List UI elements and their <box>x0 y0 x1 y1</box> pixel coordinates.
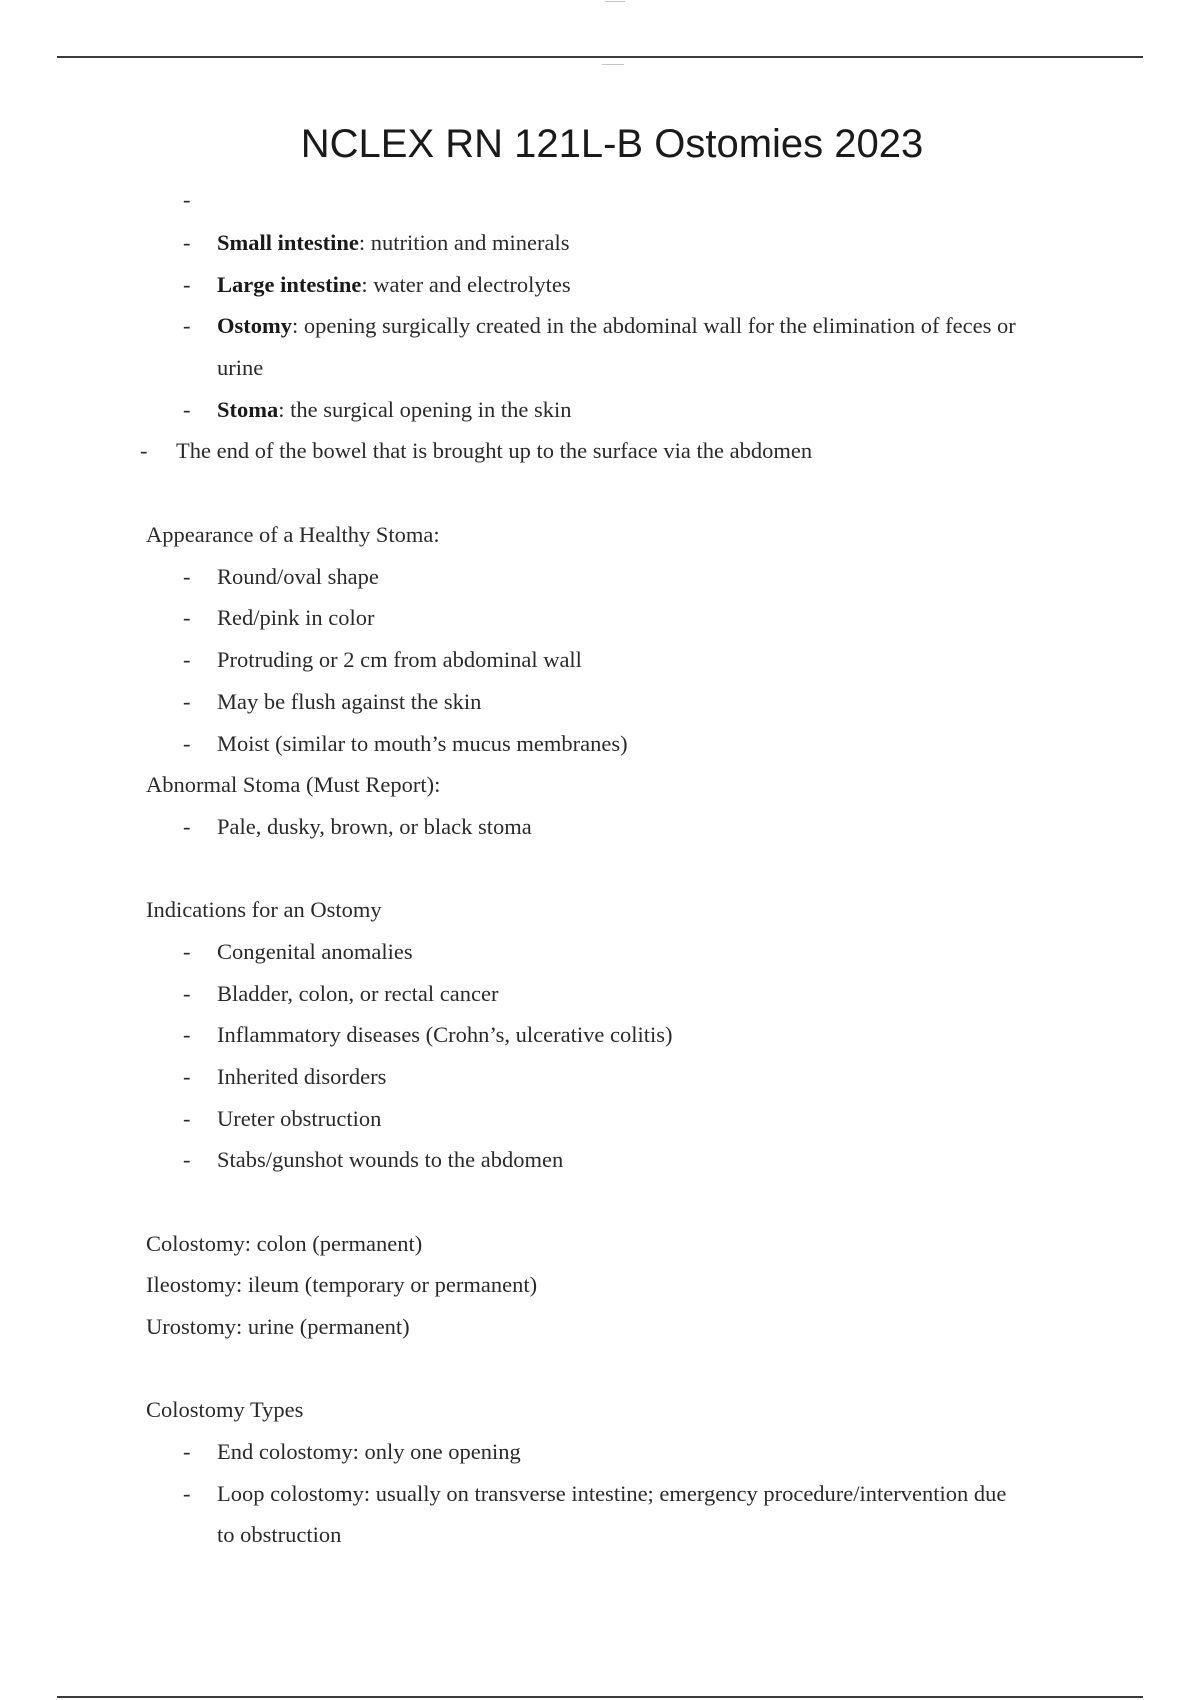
list-item: Loop colostomy: usually on transverse intestine; emergency procedure/intervention due <box>217 1481 1007 1506</box>
definition-text: : opening surgically created in the abdominal wall for the elimination of feces or <box>292 313 1016 338</box>
bullet-dash: - <box>183 564 191 589</box>
list-item: Inflammatory diseases (Crohn’s, ulcerative colitis) <box>217 1022 673 1047</box>
list-item: Red/pink in color <box>217 605 375 630</box>
list-item: May be flush against the skin <box>217 689 482 714</box>
definition-item <box>217 397 572 423</box>
bullet-dash: - <box>183 313 191 338</box>
definition-text: : water and electrolytes <box>361 272 571 297</box>
bullet-dash: - <box>183 1064 191 1089</box>
empty-bullet: - <box>183 187 191 212</box>
definition-term: Ostomy <box>217 313 292 338</box>
ostomy-kind: Colostomy: colon (permanent) <box>146 1231 423 1256</box>
section-heading-abnormal-stoma: Abnormal Stoma (Must Report): <box>146 772 441 797</box>
bullet-dash: - <box>183 1022 191 1047</box>
bullet-dash: - <box>183 1106 191 1131</box>
ostomy-kind: Ileostomy: ileum (temporary or permanent) <box>146 1272 538 1297</box>
ostomy-kind: Urostomy: urine (permanent) <box>146 1314 410 1339</box>
bullet-dash: - <box>183 689 191 714</box>
section-heading-healthy-stoma: Appearance of a Healthy Stoma: <box>146 522 440 547</box>
bullet-dash: - <box>183 1439 191 1464</box>
list-item: Inherited disorders <box>217 1064 387 1089</box>
bullet-dash: - <box>183 605 191 630</box>
definition-term: Large intestine <box>217 272 362 297</box>
definition-term: Small intestine <box>217 230 359 255</box>
bullet-dash: - <box>183 397 191 422</box>
bullet-dash: - <box>183 731 191 756</box>
bottom-rule <box>57 1696 1143 1698</box>
bullet-dash: - <box>183 230 191 255</box>
list-item: Ureter obstruction <box>217 1106 382 1131</box>
bullet-dash: - <box>183 939 191 964</box>
list-item: Round/oval shape <box>217 564 379 589</box>
list-item-continuation: to obstruction <box>217 1522 342 1547</box>
list-item: Bladder, colon, or rectal cancer <box>217 981 499 1006</box>
bullet-dash: - <box>183 981 191 1006</box>
top-mark <box>605 1 625 2</box>
list-item: Moist (similar to mouth’s mucus membranes) <box>217 731 628 756</box>
list-item: Pale, dusky, brown, or black stoma <box>217 814 532 839</box>
header-mark <box>602 64 624 65</box>
definition-text: : the surgical opening in the skin <box>278 397 572 422</box>
bullet-dash: - <box>183 1481 191 1506</box>
bullet-dash: - <box>140 438 148 463</box>
section-heading-indications: Indications for an Ostomy <box>146 897 382 922</box>
definition-item <box>217 272 571 298</box>
list-item: End colostomy: only one opening <box>217 1439 521 1464</box>
definition-term: Stoma <box>217 397 279 422</box>
page-title: NCLEX RN 121L-B Ostomies 2023 <box>300 122 924 166</box>
bullet-dash: - <box>183 647 191 672</box>
definition-item <box>217 230 569 256</box>
list-item: Stabs/gunshot wounds to the abdomen <box>217 1147 564 1172</box>
list-item: Congenital anomalies <box>217 939 413 964</box>
definition-item <box>217 313 1016 339</box>
bullet-dash: - <box>183 272 191 297</box>
list-item: Protruding or 2 cm from abdominal wall <box>217 647 582 672</box>
stoma-note: The end of the bowel that is brought up to the surface via the abdomen <box>176 438 813 463</box>
bullet-dash: - <box>183 1147 191 1172</box>
section-heading-colostomy-types: Colostomy Types <box>146 1397 304 1422</box>
top-rule <box>57 56 1143 58</box>
bullet-dash: - <box>183 814 191 839</box>
definition-text: : nutrition and minerals <box>358 230 570 255</box>
definition-continuation: urine <box>217 355 264 380</box>
